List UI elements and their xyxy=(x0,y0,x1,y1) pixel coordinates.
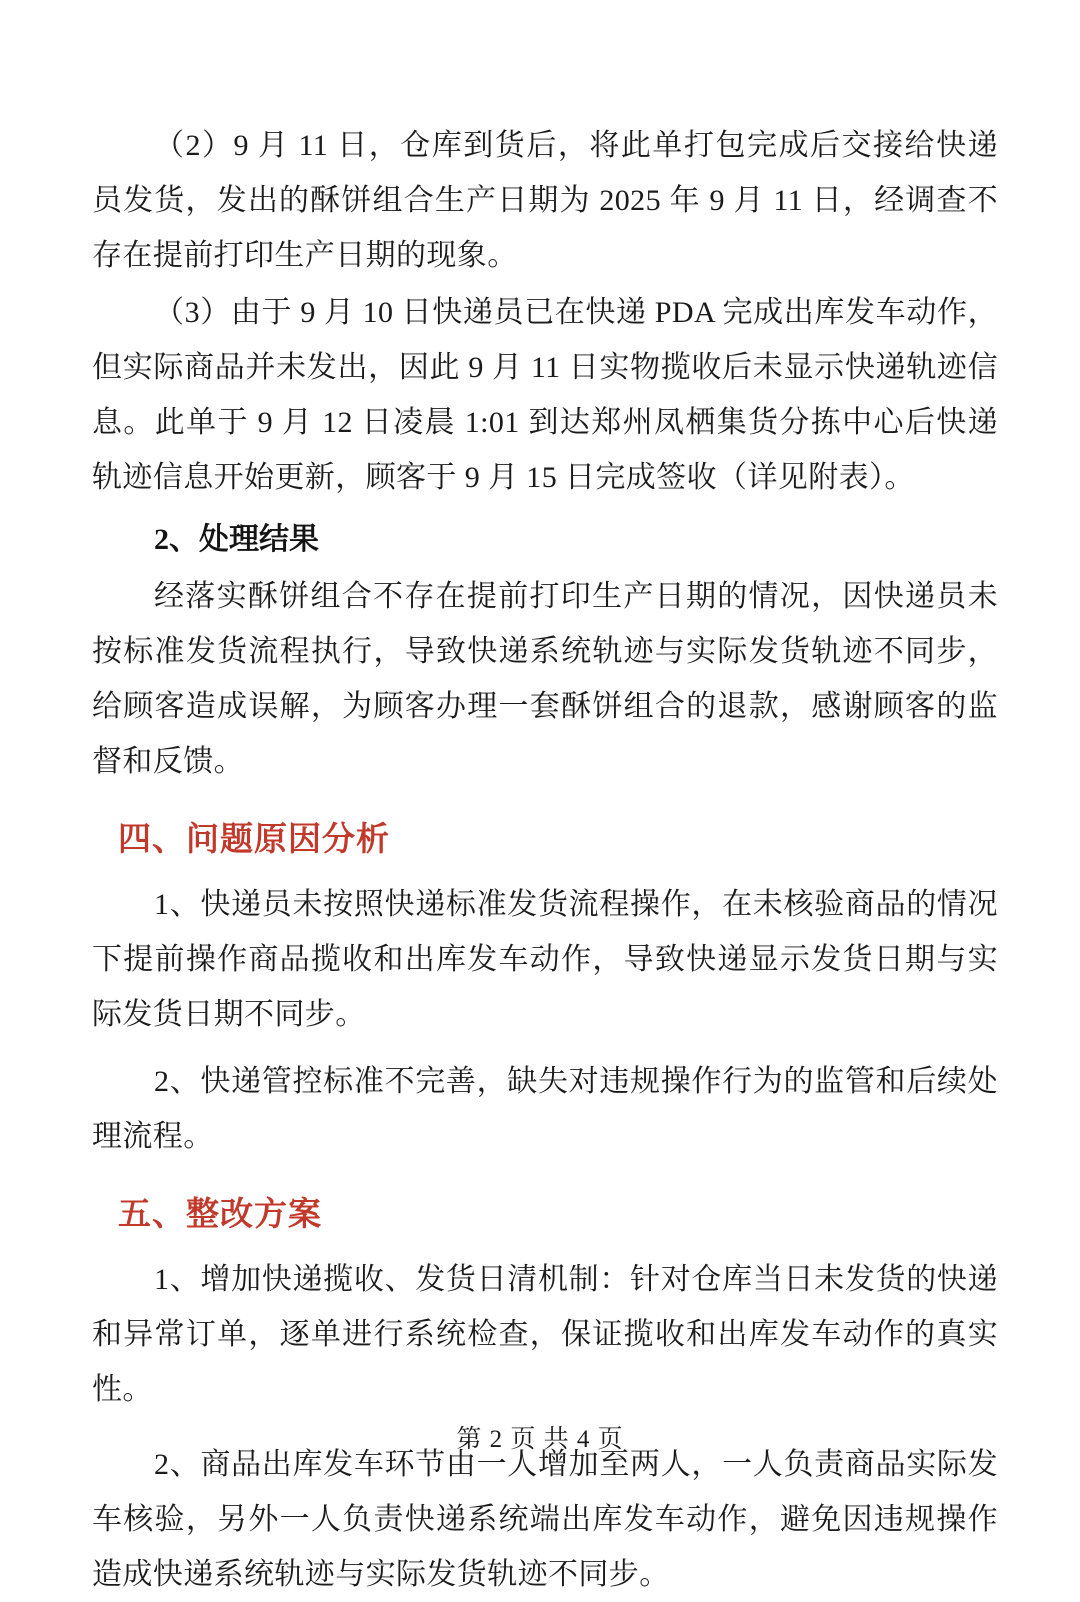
section-4-item-1: 1、快递员未按照快递标准发货流程操作，在未核验商品的情况下提前操作商品揽收和出库发车动作，导致快递显示发货日期与实际发货日期不同步。 xyxy=(92,888,998,1031)
section-5-item-2: 2、商品出库发车环节由一人增加至两人，一人负责商品实际发车核验，另外一人负责快递系统端出库发车动作，避免因违规操作造成快递系统轨迹与实际发货轨迹不同步。 xyxy=(92,1448,998,1591)
section-heading-rectification-plan: 五、整改方案 xyxy=(118,1197,322,1233)
paragraph-item-2: （2）9 月 11 日，仓库到货后，将此单打包完成后交接给快递员发货，发出的酥饼组合生产日期为 2025 年 9 月 11 日，经调查不存在提前打印生产日期的现象。 xyxy=(92,129,998,272)
section-5-item-1: 1、增加快递揽收、发货日清机制：针对仓库当日未发货的快递和异常订单，逐单进行系统检查，保证揽收和出库发车动作的真实性。 xyxy=(92,1263,998,1406)
paragraph-item-3: （3）由于 9 月 10 日快递员已在快递 PDA 完成出库发车动作，但实际商品并未发出，因此 9 月 11 日实物揽收后未显示快递轨迹信息。此单于 9 月 12 日凌晨 1:01 到达郑州凤栖集货分拣中心后快递轨迹信息开始更新，顾客于 9 月 15 日完成签收（详见附表）。 xyxy=(92,296,998,494)
section-4-item-2: 2、快递管控标准不完善，缺失对违规操作行为的监管和后续处理流程。 xyxy=(92,1065,998,1153)
section-heading-cause-analysis: 四、问题原因分析 xyxy=(118,822,390,858)
paragraph-spacer xyxy=(92,1044,998,1054)
sub-heading-handling-result: 2、处理结果 xyxy=(154,523,319,556)
page-footer: 第 2 页 共 4 页 xyxy=(456,1426,624,1453)
paragraph-handling-result: 经落实酥饼组合不存在提前打印生产日期的情况，因快递员未按标准发货流程执行，导致快递系统轨迹与实际发货轨迹不同步，给顾客造成误解，为顾客办理一套酥饼组合的退款，感谢顾客的监督和反馈。 xyxy=(92,580,998,778)
